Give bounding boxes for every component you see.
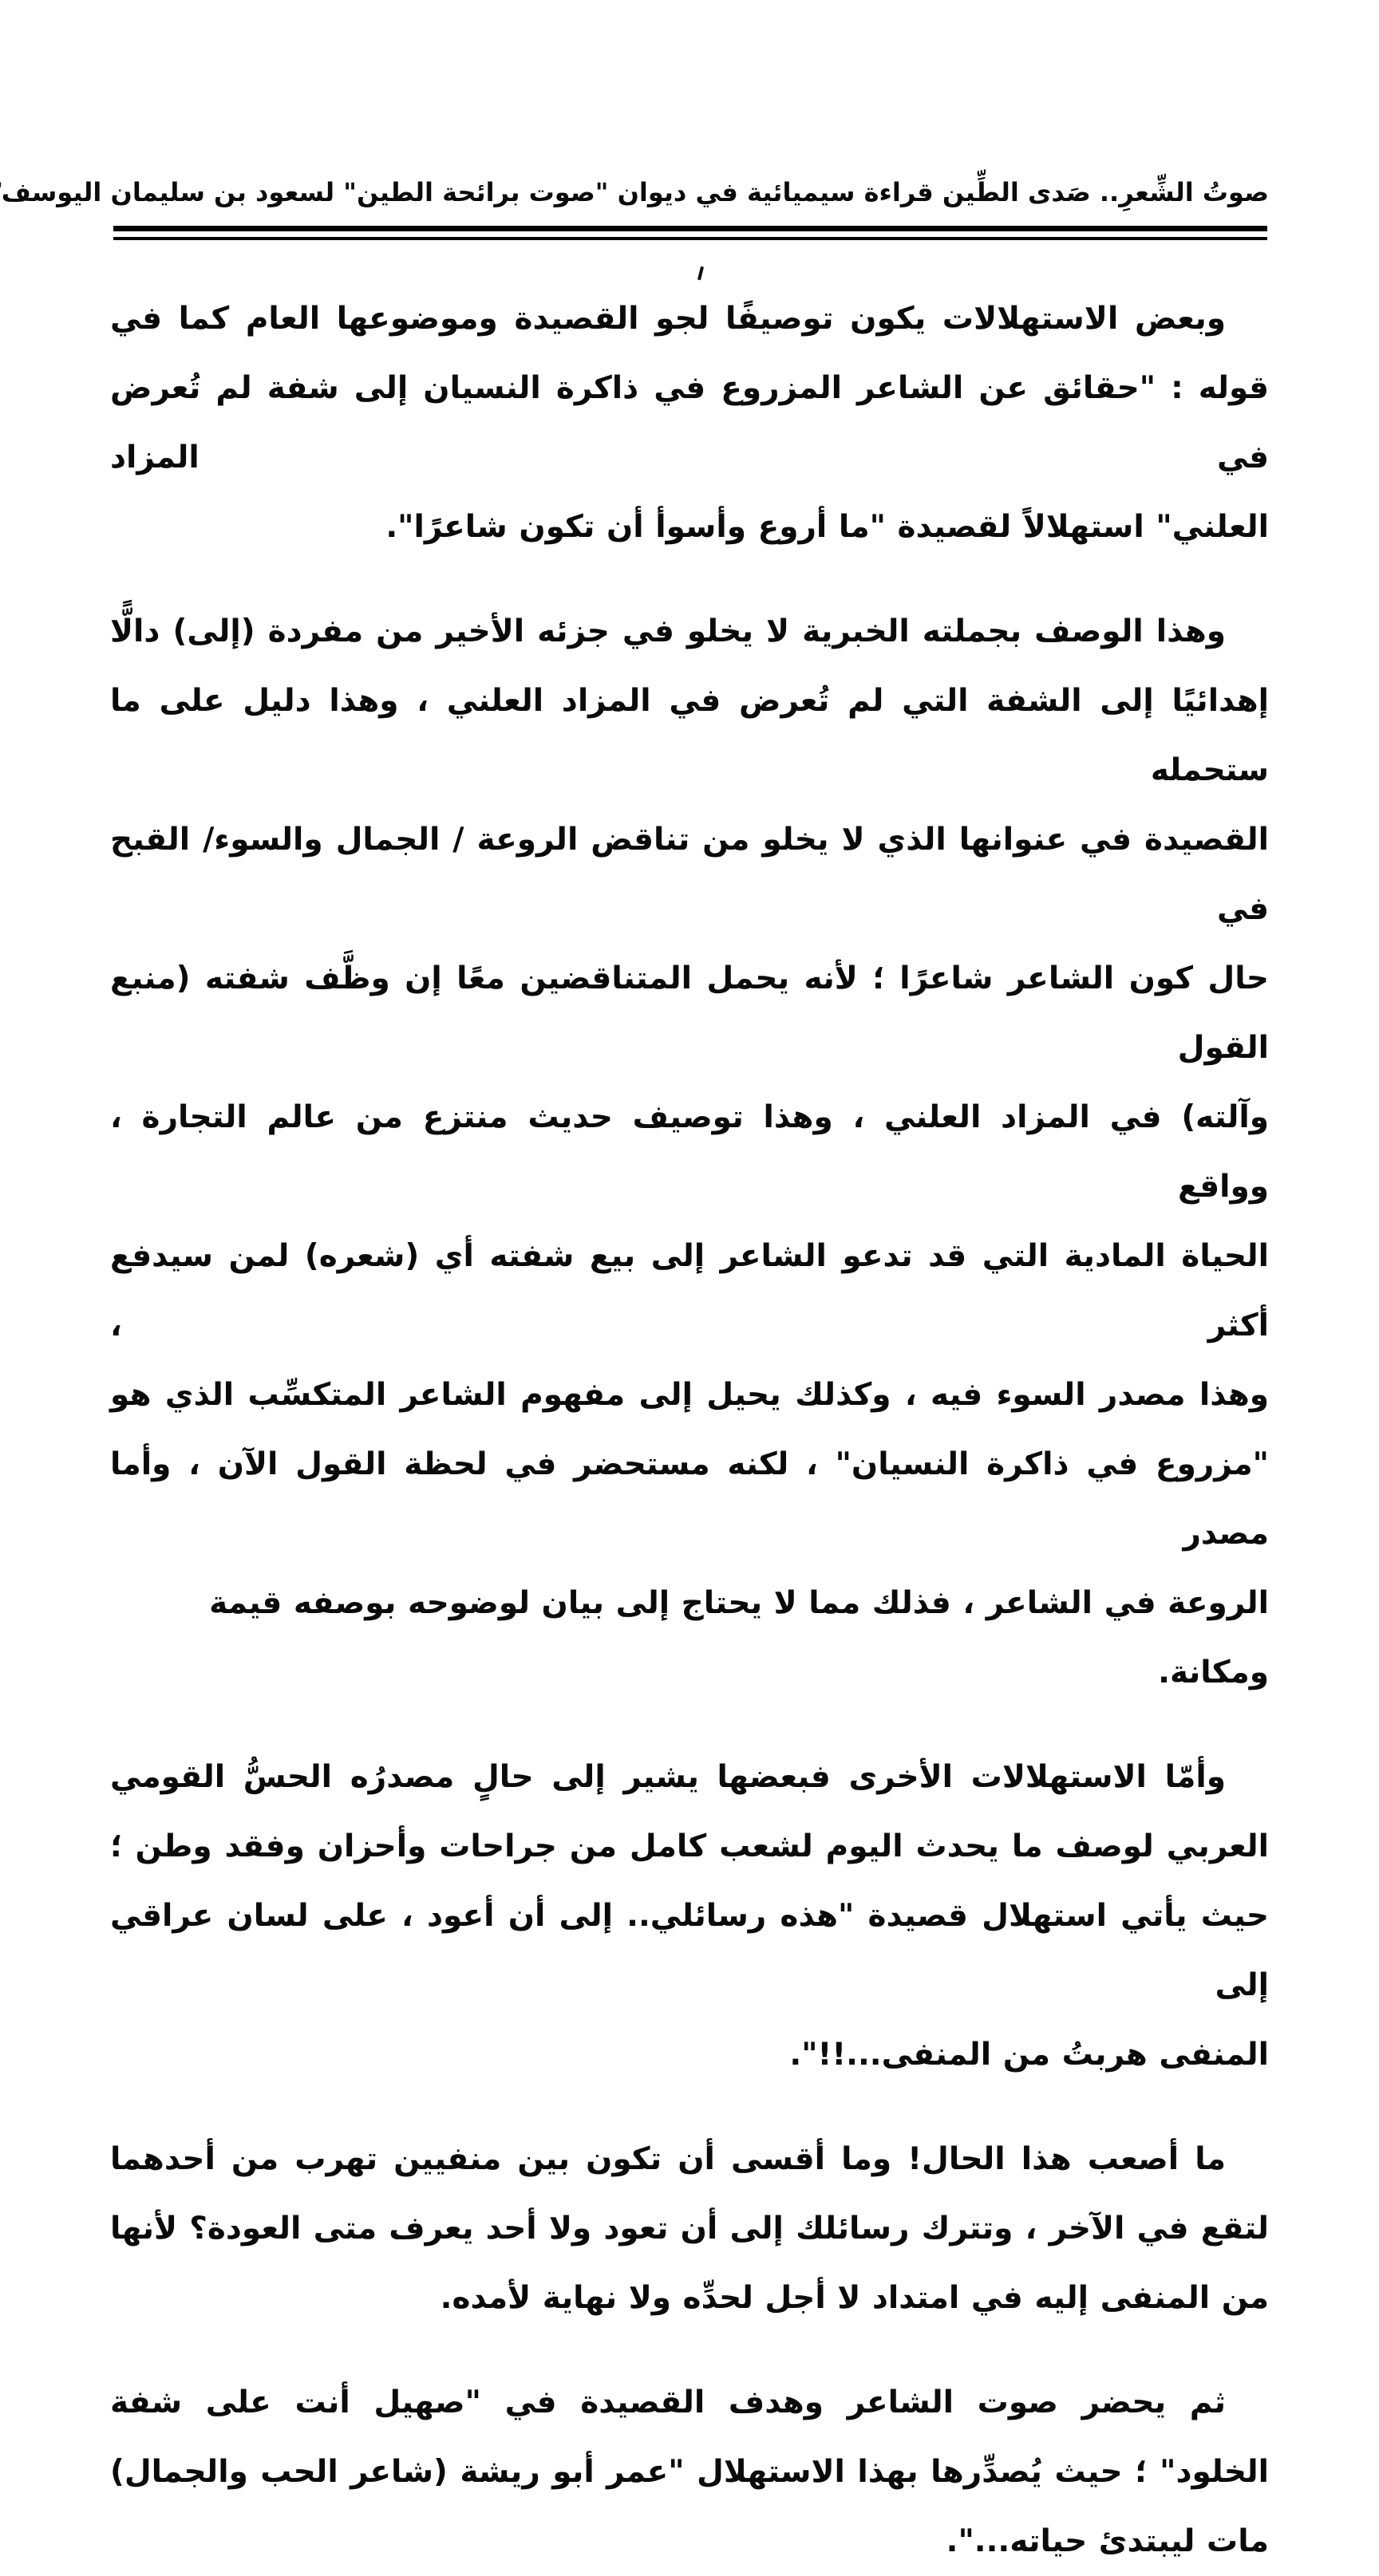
text-line: وبعض الاستهلالات يكون توصيفًا لجو القصيدة وموضوعها العام كما في: [110, 301, 1226, 337]
text-line: قوله : "حقائق عن الشاعر المزروع في ذاكرة النسيان إلى شفة لم تُعرض في المزاد: [110, 370, 1269, 475]
text-line: حال كون الشاعر شاعرًا ؛ لأنه يحمل المتناقضين معًا إن وظَّف شفته (منبع القول: [110, 961, 1269, 1066]
text-line: ثم يحضر صوت الشاعر وهدف القصيدة في "صهيل أنت على شفة: [110, 2385, 1226, 2420]
text-line: الروعة في الشاعر ، فذلك مما لا يحتاج إلى بيان لوضوحه بوصفه قيمة ومكانة.: [209, 1585, 1269, 1690]
text-line: "مزروع في ذاكرة النسيان" ، لكنه مستحضر في لحظة القول الآن ، وأما مصدر: [110, 1446, 1269, 1552]
text-line: العلني" استهلالاً لقصيدة "ما أروع وأسوأ أن تكون شاعرًا".: [385, 509, 1269, 545]
text-line: مات ليبتدئ حياته...".: [946, 2523, 1269, 2559]
page-number: [0, 174, 2, 208]
text-line: حيث يأتي استهلال قصيدة "هذه رسائلي.. إلى أن أعود ، على لسان عراقي إلى: [110, 1898, 1269, 2003]
text-line: وهذا مصدر السوء فيه ، وكذلك يحيل إلى مفهوم الشاعر المتكسِّب الذي هو: [110, 1377, 1269, 1413]
divider-thick-line: [113, 226, 1267, 231]
paragraph-3: [110, 1742, 1269, 2089]
text-line: العربي لوصف ما يحدث اليوم لشعب كامل من جراحات وأحزان وفقد وطن ؛: [110, 1828, 1269, 1864]
text-line: الحياة المادية التي قد تدعو الشاعر إلى بيع شفته أي (شعره) لمن سيدفع أكثر ،: [110, 1238, 1269, 1343]
running-head-title: صوتُ الشِّعرِ.. صَدى الطِّين قراءة سيميائية في ديوان "صوت برائحة الطين" لسعود بن سليمان اليوسف: [1, 177, 1269, 207]
text-line: وأمّا الاستهلالات الأخرى فبعضها يشير إلى حالٍ مصدرُه الحسُّ القومي: [110, 1759, 1226, 1795]
text-line: لتقع في الآخر ، وتترك رسائلك إلى أن تعود ولا أحد يعرف متى العودة؟ لأنها: [110, 2211, 1269, 2247]
text-line: إهدائيًا إلى الشفة التي لم تُعرض في المزاد العلني ، وهذا دليل على ما ستحمله: [110, 683, 1269, 788]
page-body: [110, 284, 1269, 2576]
text-line: القصيدة في عنوانها الذي لا يخلو من تناقض الروعة / الجمال والسوء/ القبح في: [110, 822, 1269, 927]
paragraph-1: [110, 284, 1269, 562]
text-line: المنفى هربتُ من المنفى...!!".: [789, 2037, 1269, 2073]
divider-thin-line: [113, 237, 1267, 240]
scan-speck: [697, 266, 704, 280]
text-line: وهذا الوصف بجملته الخبرية لا يخلو في جزئه الأخير من مفردة (إلى) دالًّا: [110, 613, 1226, 649]
text-line: من المنفى إليه في امتداد لا أجل لحدِّه ولا نهاية لأمده.: [440, 2280, 1269, 2316]
text-line: ما أصعب هذا الحال! وما أقسى أن تكون بين منفيين تهرب من أحدهما: [110, 2141, 1226, 2177]
paragraph-5: [110, 2368, 1269, 2576]
paragraph-2: [110, 597, 1269, 1707]
text-line: الخلود" ؛ حيث يُصدِّرها بهذا الاستهلال "عمر أبو ريشة (شاعر الحب والجمال): [110, 2454, 1269, 2490]
header-divider: [113, 226, 1267, 240]
page-header: [1, 174, 1269, 208]
text-line: وآلته) في المزاد العلني ، وهذا توصيف حديث منتزع من عالم التجارة ، وواقع: [110, 1099, 1269, 1205]
paragraph-4: [110, 2124, 1269, 2333]
